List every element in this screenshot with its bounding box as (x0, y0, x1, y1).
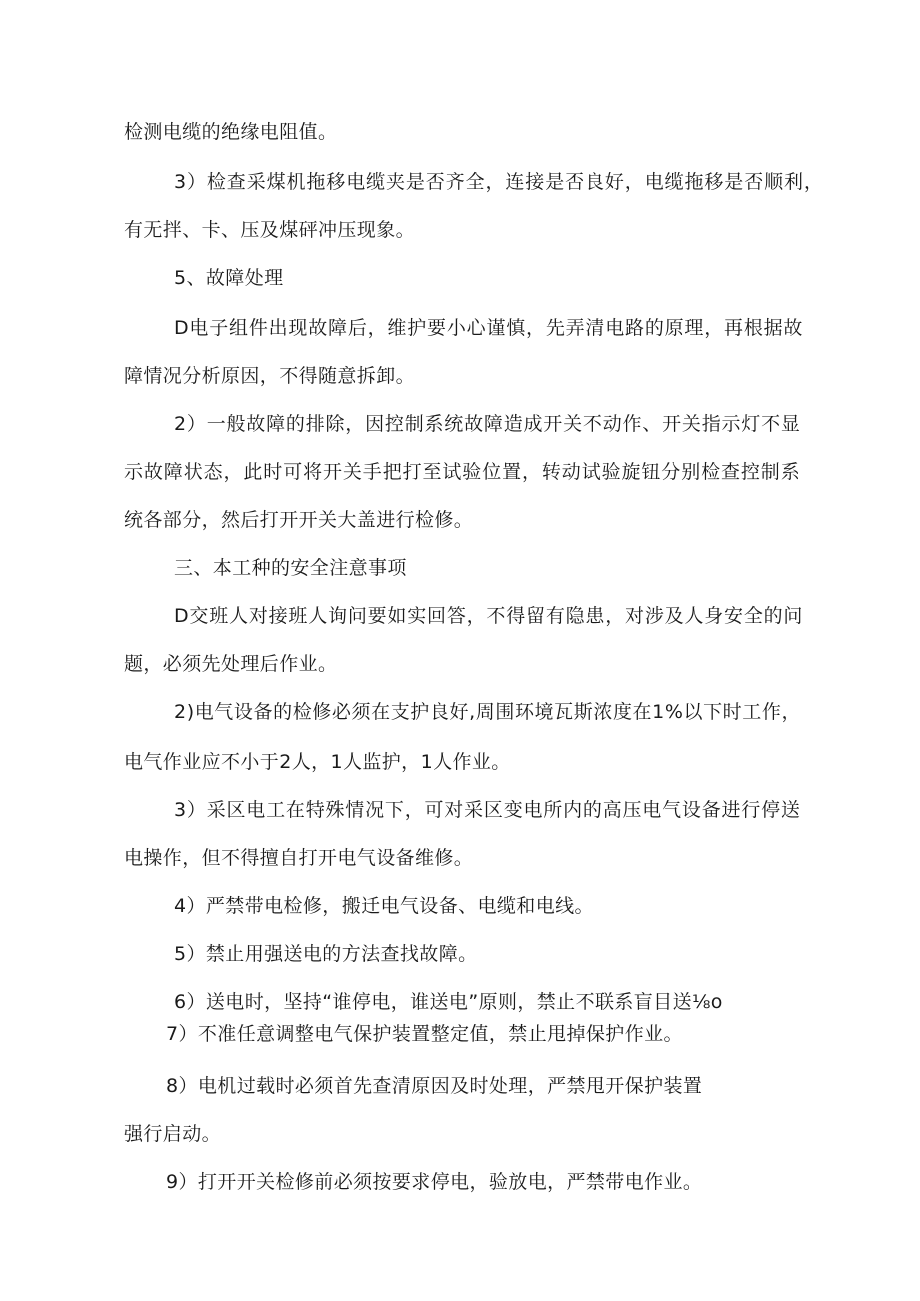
text-line: 示故障状态，此时可将开关手把打至试验位置，转动试验旋钮分别检查控制系 (124, 461, 801, 483)
text-line: D交班人对接班人询问要如实回答，不得留有隐患，对涉及人身安全的问 (174, 605, 804, 627)
text-line: 统各部分，然后打开开关大盖进行检修。 (124, 509, 474, 531)
section-heading: 三、本工种的安全注意事项 (174, 557, 407, 579)
text-line: 6）送电时，坚持“谁停电，谁送电”原则，禁止不联系盲目送⅛o (174, 991, 723, 1013)
text-line: 电气作业应不小于2人，1人监护，1人作业。 (124, 751, 511, 773)
text-line: 有无拌、卡、压及煤砰冲压现象。 (124, 219, 416, 241)
text-line: 2)电气设备的检修必须在支护良好,周围环境瓦斯浓度在1%以下时工作， (174, 701, 802, 723)
section-heading: 5、故障处理 (174, 267, 284, 289)
text-line: 3）检查采煤机拖移电缆夹是否齐全，连接是否良好，电缆拖移是否顺利， (174, 171, 824, 193)
text-line: D电子组件出现故障后，维护要小心谨慎，先弄清电路的原理，再根据故 (174, 317, 804, 339)
text-line: 障情况分析原因，不得随意拆卸。 (124, 365, 416, 387)
text-line: 5）禁止用强送电的方法查找故障。 (174, 943, 478, 965)
text-line: 4）严禁带电检修，搬迁电气设备、电缆和电线。 (174, 895, 594, 917)
text-line: 3）采区电工在特殊情况下，可对采区变电所内的高压电气设备进行停送 (174, 799, 801, 821)
text-line: 8）电机过载时必须首先查清原因及时处理，严禁甩开保护装置 (166, 1075, 703, 1097)
text-line: 题，必须先处理后作业。 (124, 653, 338, 675)
text-line: 7）不准任意调整电气保护装置整定值，禁止甩掉保护作业。 (166, 1023, 683, 1045)
text-line: 强行启动。 (124, 1123, 222, 1145)
text-line: 2）一般故障的排除，因控制系统故障造成开关不动作、开关指示灯不显 (174, 413, 801, 435)
text-line: 9）打开开关检修前必须按要求停电，验放电，严禁带电作业。 (166, 1171, 703, 1193)
text-line: 电操作，但不得擅自打开电气设备维修。 (124, 847, 474, 869)
text-line: 检测电缆的绝缘电阻值。 (124, 121, 338, 143)
